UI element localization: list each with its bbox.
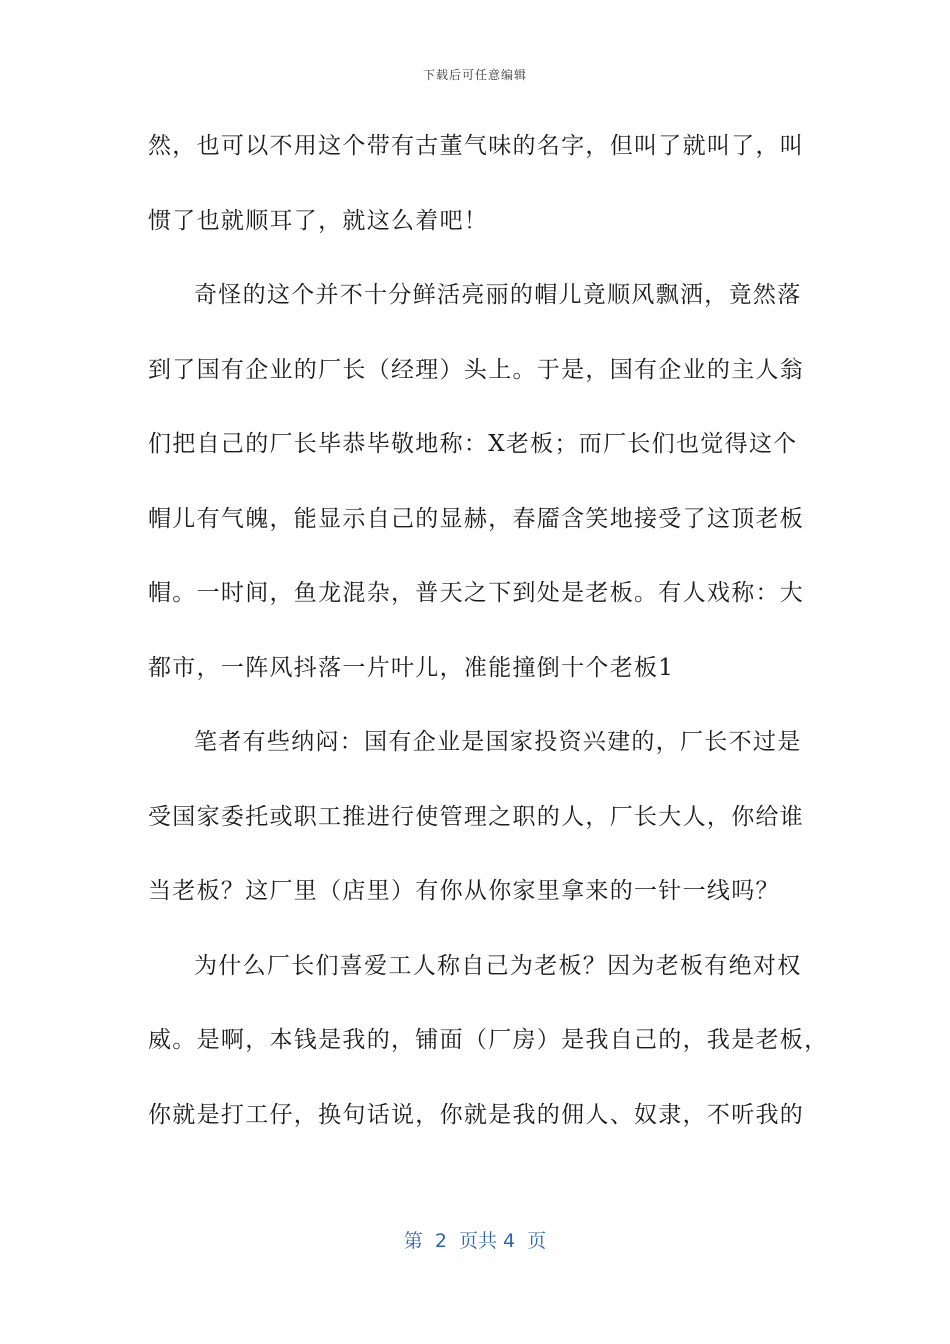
text-line: 奇怪的这个并不十分鲜活亮丽的帽儿竟顺风飘洒，竟然落 (194, 282, 802, 308)
text-line: 们把自己的厂长毕恭毕敬地称：X老板；而厂长们也觉得这个 (148, 431, 798, 457)
text-line: 为什么厂长们喜爱工人称自己为老板？因为老板有绝对权 (194, 952, 802, 979)
text-line: 到了国有企业的厂长（经理）头上。于是，国有企业的主人翁 (148, 356, 805, 383)
text-line: 惯了也就顺耳了，就这么着吧！ (148, 207, 489, 234)
page-header: 下载后可任意编辑 (422, 68, 527, 82)
document-body (148, 118, 829, 1161)
text-line: 当老板？这厂里（店里）有你从你家里拿来的一针一线吗？ (148, 878, 780, 904)
text-line: 你就是打工仔，换句话说，你就是我的佣人、奴隶，不听我的 (148, 1101, 805, 1128)
text-line: 受国家委托或职工推进行使管理之职的人，厂长大人，你给谁 (148, 803, 805, 830)
text-line: 然，也可以不用这个带有古董气味的名字，但叫了就叫了，叫 (148, 133, 805, 159)
text-line: 威。是啊，本钱是我的，铺面（厂房）是我自己的，我是老板， (148, 1027, 829, 1053)
text-line: 帽儿有气魄，能显示自己的显赫，春靥含笑地接受了这顶老板 (148, 505, 805, 532)
page-footer: 第 2 页共 4 页 (403, 1230, 547, 1252)
text-line: 笔者有些纳闷：国有企业是国家投资兴建的，厂长不过是 (194, 729, 802, 755)
text-line: 都市，一阵风抖落一片叶儿，准能撞倒十个老板1 (148, 654, 675, 681)
text-line: 帽。一时间，鱼龙混杂，普天之下到处是老板。有人戏称：大 (148, 580, 805, 606)
